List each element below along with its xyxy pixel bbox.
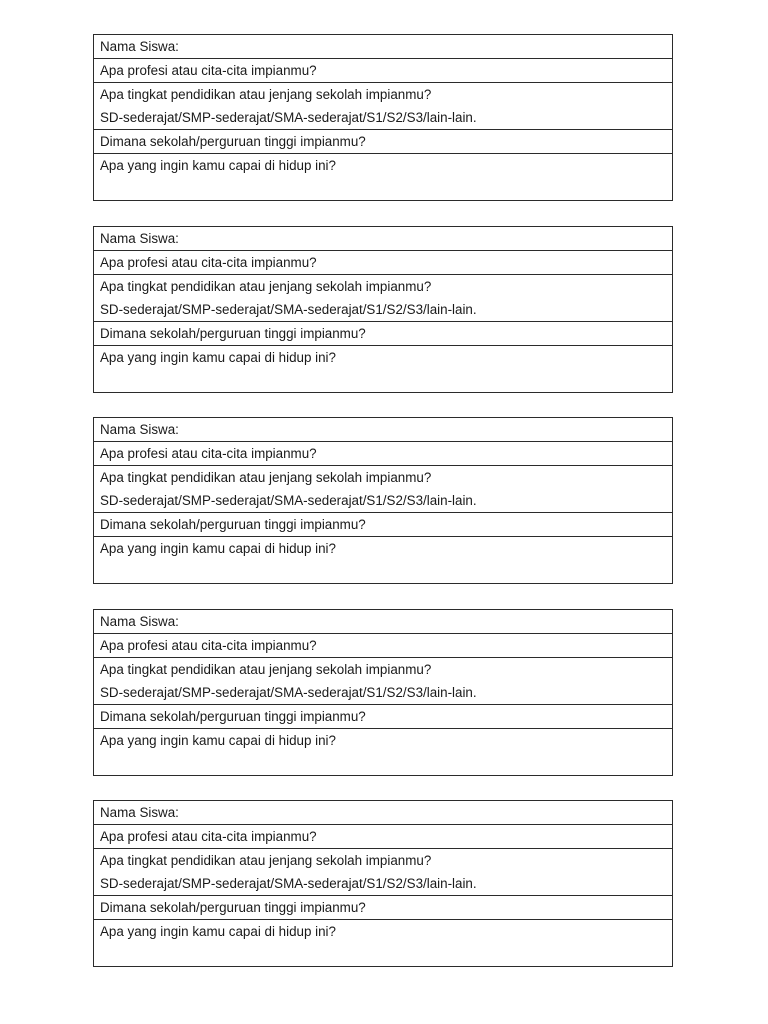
education-options: SD-sederajat/SMP-sederajat/SMA-sederajat/S1/S2/S3/lain-lain. xyxy=(100,493,477,508)
goal-field[interactable] xyxy=(94,346,672,392)
profession-field[interactable] xyxy=(94,442,672,466)
name-label: Nama Siswa: xyxy=(100,805,179,820)
goal-field[interactable] xyxy=(94,920,672,966)
profession-field[interactable] xyxy=(94,825,672,849)
profession-question: Apa profesi atau cita-cita impianmu? xyxy=(100,638,317,653)
education-field[interactable] xyxy=(94,658,672,705)
name-field[interactable] xyxy=(94,418,672,442)
school-question: Dimana sekolah/perguruan tinggi impianmu? xyxy=(100,709,366,724)
education-question: Apa tingkat pendidikan atau jenjang sekolah impianmu? xyxy=(100,470,432,485)
goal-field[interactable] xyxy=(94,537,672,583)
goal-question: Apa yang ingin kamu capai di hidup ini? xyxy=(100,924,336,939)
student-form-1 xyxy=(93,34,673,201)
education-field[interactable] xyxy=(94,466,672,513)
education-options: SD-sederajat/SMP-sederajat/SMA-sederajat/S1/S2/S3/lain-lain. xyxy=(100,876,477,891)
name-label: Nama Siswa: xyxy=(100,39,179,54)
school-question: Dimana sekolah/perguruan tinggi impianmu? xyxy=(100,900,366,915)
name-label: Nama Siswa: xyxy=(100,614,179,629)
student-form-5 xyxy=(93,800,673,967)
profession-question: Apa profesi atau cita-cita impianmu? xyxy=(100,255,317,270)
student-form-2 xyxy=(93,226,673,393)
profession-question: Apa profesi atau cita-cita impianmu? xyxy=(100,446,317,461)
name-field[interactable] xyxy=(94,227,672,251)
education-field[interactable] xyxy=(94,849,672,896)
student-form-3 xyxy=(93,417,673,584)
goal-question: Apa yang ingin kamu capai di hidup ini? xyxy=(100,350,336,365)
education-options: SD-sederajat/SMP-sederajat/SMA-sederajat/S1/S2/S3/lain-lain. xyxy=(100,302,477,317)
name-field[interactable] xyxy=(94,35,672,59)
profession-question: Apa profesi atau cita-cita impianmu? xyxy=(100,63,317,78)
education-field[interactable] xyxy=(94,275,672,322)
education-options: SD-sederajat/SMP-sederajat/SMA-sederajat/S1/S2/S3/lain-lain. xyxy=(100,110,477,125)
name-field[interactable] xyxy=(94,610,672,634)
goal-field[interactable] xyxy=(94,154,672,200)
profession-field[interactable] xyxy=(94,59,672,83)
name-label: Nama Siswa: xyxy=(100,422,179,437)
school-question: Dimana sekolah/perguruan tinggi impianmu? xyxy=(100,517,366,532)
goal-question: Apa yang ingin kamu capai di hidup ini? xyxy=(100,541,336,556)
name-field[interactable] xyxy=(94,801,672,825)
goal-question: Apa yang ingin kamu capai di hidup ini? xyxy=(100,158,336,173)
school-field[interactable] xyxy=(94,896,672,920)
goal-question: Apa yang ingin kamu capai di hidup ini? xyxy=(100,733,336,748)
school-field[interactable] xyxy=(94,130,672,154)
education-question: Apa tingkat pendidikan atau jenjang sekolah impianmu? xyxy=(100,279,432,294)
education-question: Apa tingkat pendidikan atau jenjang sekolah impianmu? xyxy=(100,87,432,102)
goal-field[interactable] xyxy=(94,729,672,775)
education-field[interactable] xyxy=(94,83,672,130)
school-field[interactable] xyxy=(94,322,672,346)
school-field[interactable] xyxy=(94,513,672,537)
school-field[interactable] xyxy=(94,705,672,729)
student-form-4 xyxy=(93,609,673,776)
school-question: Dimana sekolah/perguruan tinggi impianmu? xyxy=(100,134,366,149)
profession-question: Apa profesi atau cita-cita impianmu? xyxy=(100,829,317,844)
name-label: Nama Siswa: xyxy=(100,231,179,246)
education-question: Apa tingkat pendidikan atau jenjang sekolah impianmu? xyxy=(100,853,432,868)
education-question: Apa tingkat pendidikan atau jenjang sekolah impianmu? xyxy=(100,662,432,677)
education-options: SD-sederajat/SMP-sederajat/SMA-sederajat/S1/S2/S3/lain-lain. xyxy=(100,685,477,700)
profession-field[interactable] xyxy=(94,251,672,275)
school-question: Dimana sekolah/perguruan tinggi impianmu? xyxy=(100,326,366,341)
profession-field[interactable] xyxy=(94,634,672,658)
